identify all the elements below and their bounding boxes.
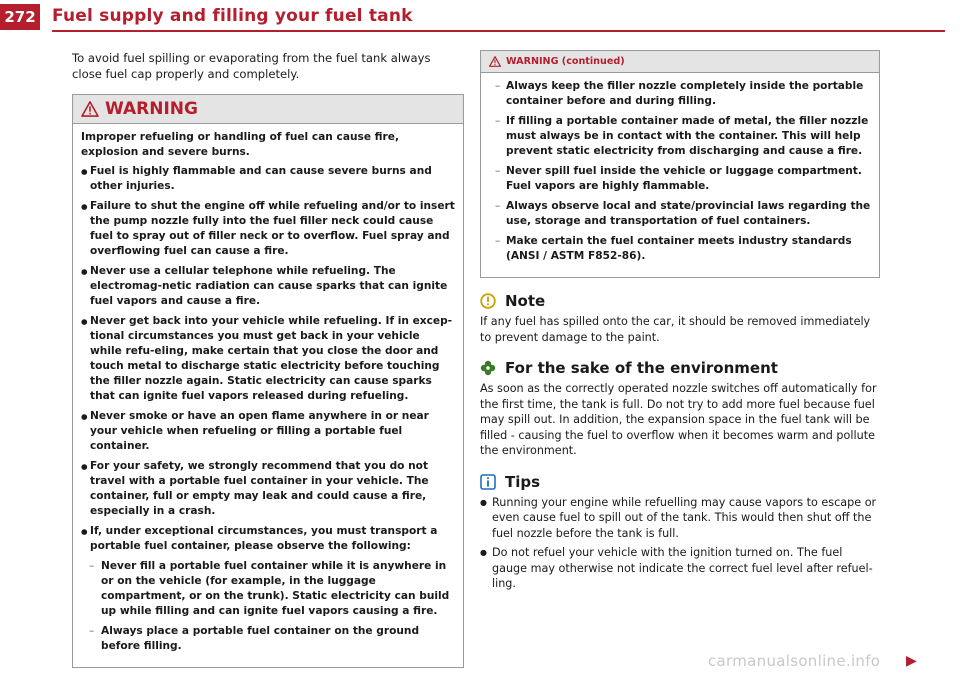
tips-item: ● Do not refuel your vehicle with the ignition turned on. The fuel gauge may otherwise not indicate the correct fuel level after refuel-ling.	[480, 545, 880, 592]
warning-triangle-icon	[489, 56, 501, 67]
page-number: 272	[0, 4, 40, 30]
note-circle-icon	[480, 293, 496, 309]
warning-body	[73, 124, 463, 667]
environment-leaf-icon	[480, 360, 496, 376]
warning-bullet: ● For your safety, we strongly recommend that you do not travel with a portable fuel container in your vehicle. The container, full or empty may leak and could cause a fire, especially in a crash.	[81, 459, 455, 519]
chapter-title: Fuel supply and filling your fuel tank	[52, 6, 413, 26]
warning-title: WARNING	[105, 99, 198, 119]
tips-item: ● Running your engine while refuelling may cause vapors to escape or even cause fuel to spill out of the tank. This would then shut off the fuel nozzle before the tank is full.	[480, 495, 880, 542]
warning-continued-item: – Never spill fuel inside the vehicle or luggage compartment. Fuel vapors are highly flammable.	[495, 164, 871, 194]
watermark: carmanualsonline.info	[708, 652, 881, 670]
left-column	[72, 50, 464, 668]
continue-arrow-icon: ▶	[906, 653, 917, 669]
note-heading	[480, 292, 880, 310]
warning-sub-item: – Always place a portable fuel container on the ground before filling.	[81, 624, 455, 654]
environment-heading	[480, 359, 880, 377]
warning-header	[73, 95, 463, 124]
warning-bullet: ● Failure to shut the engine off while refueling and/or to insert the pump nozzle fully into the fuel filler neck could cause fuel to spray out of filler neck or to overflow. Fuel spray and overflowing fuel can cause a fire.	[81, 199, 455, 259]
header-divider	[52, 30, 945, 32]
warning-continued-item: – Always observe local and state/provincial laws regarding the use, storage and transportation of fuel containers.	[495, 199, 871, 229]
tips-heading	[480, 473, 880, 491]
warning-continued-body	[481, 73, 879, 277]
page-header	[0, 0, 960, 36]
environment-title: For the sake of the environment	[505, 359, 778, 377]
warning-continued-title: WARNING (continued)	[506, 56, 625, 67]
warning-sub-item: – Never fill a portable fuel container while it is anywhere in or on the vehicle (for example, in the luggage compartment, or on the trunk). Static electricity can build up while filling and can ignite fuel vapors causing a fire.	[81, 559, 455, 619]
warning-bullet: ● Never use a cellular telephone while refueling. The electromag-netic radiation can cause sparks that can ignite fuel vapors and cause a fire.	[81, 264, 455, 309]
intro-paragraph: To avoid fuel spilling or evaporating from the fuel tank always close fuel cap properly and completely.	[72, 51, 431, 81]
warning-bullet: ● Never get back into your vehicle while refueling. If in excep-tional circumstances you must get back in your vehicle while refu-eling, make certain that you close the door and touch metal to discharge static electricity before touching the filler nozzle again. Static electricity can cause sparks that can ignite fuel vapors released during refueling.	[81, 314, 455, 404]
warning-bullet: ● If, under exceptional circumstances, you must transport a portable fuel container, please observe the following:	[81, 524, 455, 554]
warning-bullet: ● Never smoke or have an open flame anywhere in or near your vehicle when refueling or filling a portable fuel container.	[81, 409, 455, 454]
warning-bullet: ● Fuel is highly flammable and can cause severe burns and other injuries.	[81, 164, 455, 194]
warning-continued-item: – Make certain the fuel container meets industry standards (ANSI / ASTM F852-86).	[495, 234, 871, 264]
info-icon	[480, 474, 496, 490]
warning-box	[72, 94, 464, 668]
warning-continued-item: – If filling a portable container made of metal, the filler nozzle must always be in contact with the container. This will help prevent static electricity from discharging and cause a fire.	[495, 114, 871, 159]
note-title: Note	[505, 292, 546, 310]
environment-text: As soon as the correctly operated nozzle switches off automatically for the first time, the tank is full. Do not try to add more fuel because fuel may spill out. In addition, the expansion space in the fuel tank will be filled - causing the fuel to overflow when it becomes warm and pollute the environment.	[480, 382, 877, 457]
warning-triangle-icon	[81, 101, 99, 117]
right-column	[480, 50, 880, 596]
warning-lead: Improper refueling or handling of fuel can cause fire, explosion and severe burns.	[81, 131, 399, 158]
tips-title: Tips	[505, 472, 541, 491]
warning-continued-item: – Always keep the filler nozzle completely inside the portable container before and during filling.	[495, 79, 871, 109]
warning-continued-box	[480, 50, 880, 278]
note-text: If any fuel has spilled onto the car, it should be removed immediately to prevent damage to the paint.	[480, 315, 871, 344]
warning-continued-header	[481, 51, 879, 73]
